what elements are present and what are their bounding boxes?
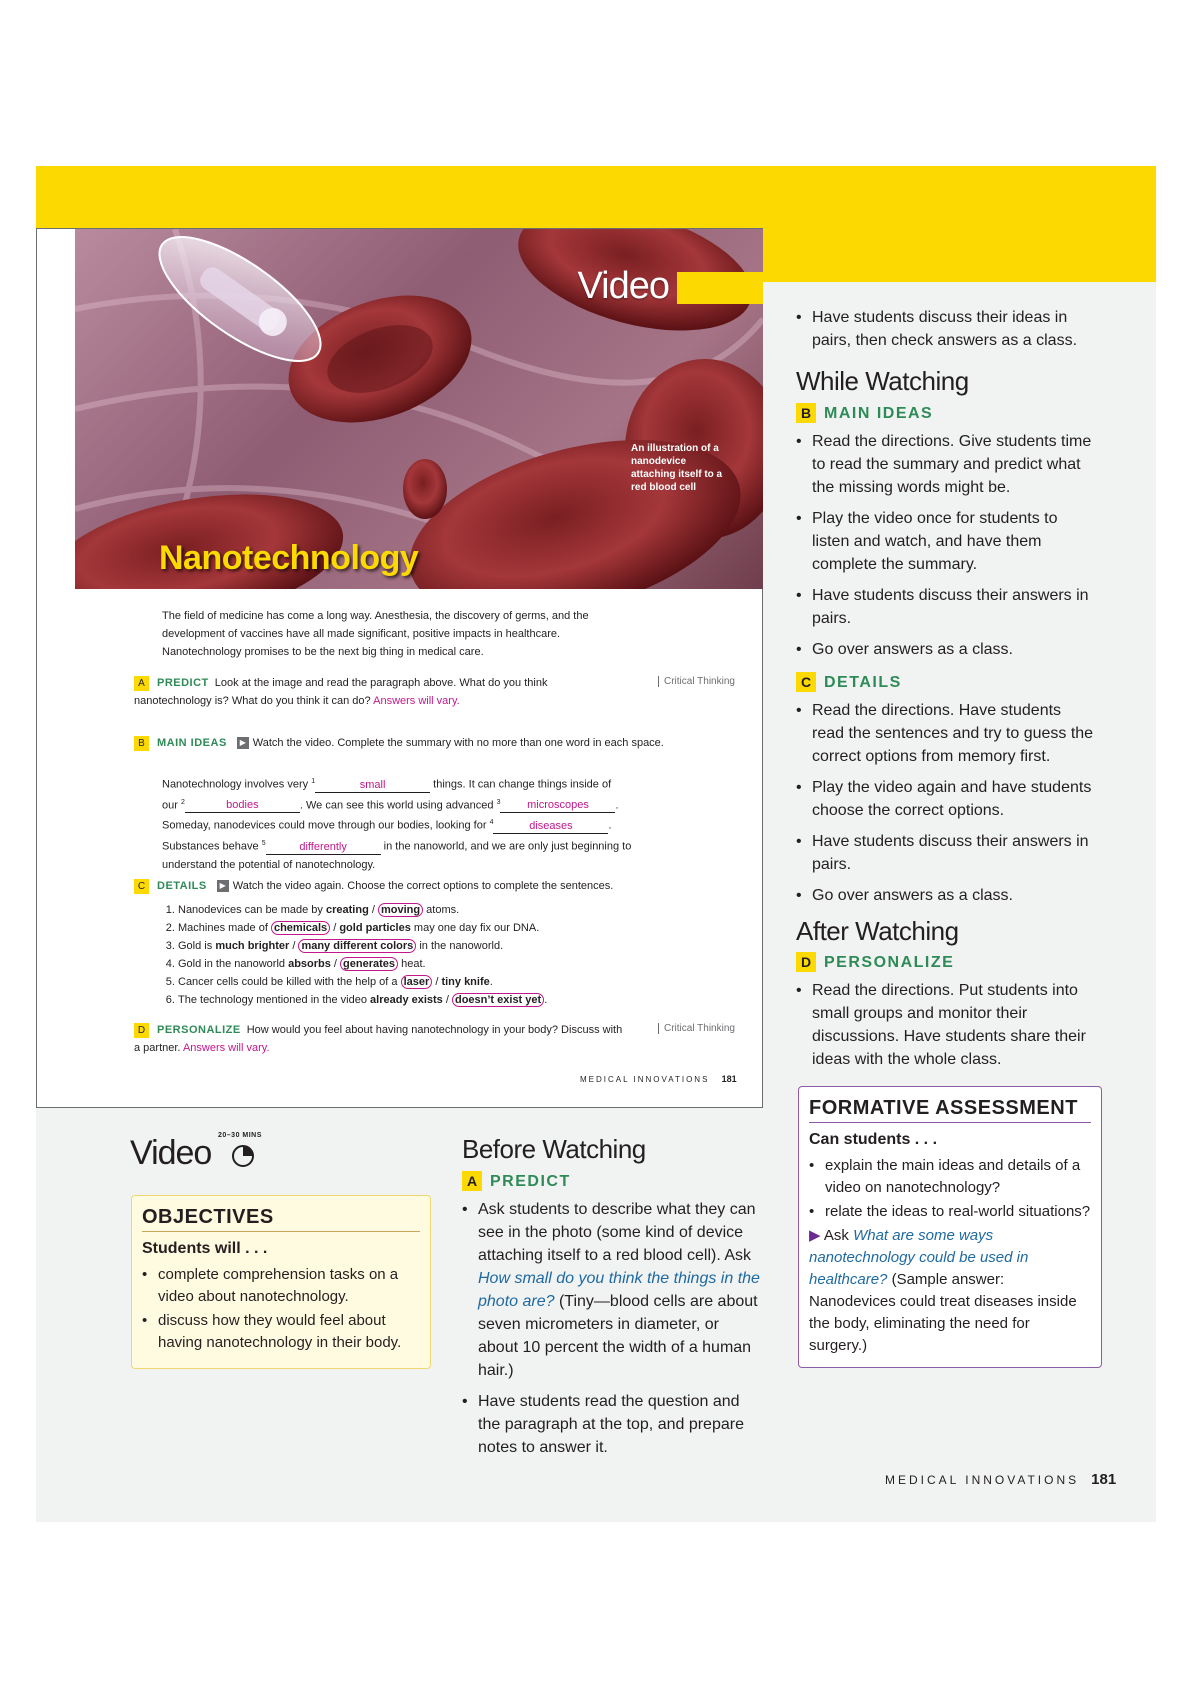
list-item: • Play the video again and have students choose the correct options. [796,776,1096,822]
list-item: 3. Gold is much brighter / many different colors in the nanoworld. [178,937,678,955]
objectives-box [131,1195,431,1369]
list-item: • Go over answers as a class. [796,884,1096,907]
list-item: 1. Nanodevices can be made by creating / moving atoms. [178,901,678,919]
list-item: 4. Gold in the nanoworld absorbs / generates heat. [178,955,678,973]
critical-thinking-tag: Critical Thinking [658,676,735,687]
box-title: FORMATIVE ASSESSMENT [809,1097,1091,1123]
exercise-letter: B [134,736,149,751]
exercise-b [134,734,674,752]
list-item: • Go over answers as a class. [796,638,1096,661]
list-item: • discuss how they would feel about having nanotechnology in their body. [142,1310,420,1354]
student-page [36,228,763,1108]
assessment-list [809,1155,1091,1223]
box-title: OBJECTIVES [142,1206,420,1232]
personalize-notes [796,979,1096,1079]
objectives-list [142,1264,420,1354]
hero-image [75,229,763,589]
answer-blank: bodies [185,799,300,813]
details-notes [796,699,1096,915]
list-item: • Ask students to describe what they can see in the photo (some kind of device attaching itself to a red blood cell). Ask How small do you think the things in the photo are? (Tiny—blood cells are about seven micrometers in diameter, or about 10 percent the width of a human hair.) [462,1198,762,1382]
play-video-icon: ▶ [237,737,249,749]
list-item: • Have students discuss their answers in pairs. [796,584,1096,630]
box-lead: Students will . . . [142,1240,268,1257]
list-item: 6. The technology mentioned in the video already exists / doesn’t exist yet . [178,991,678,1009]
after-watching-heading: After Watching [796,916,959,946]
exercise-heading: MAIN IDEAS [157,737,227,749]
main-ideas-notes [796,430,1096,669]
list-item: • Have students discuss their ideas in pairs, then check answers as a class. [796,306,1096,352]
exercise-letter: C [134,879,149,894]
exercise-heading: PERSONALIZE [157,1024,241,1036]
answer-blank: microscopes [500,799,615,813]
list-item: • explain the main ideas and details of a video on nanotechnology? [809,1155,1091,1199]
exercise-instructions: Look at the image and read the paragraph above. What do you think nanotechnology is? What do you think it can do? [134,677,548,707]
box-lead: Can students . . . [809,1131,938,1148]
list-item: • Read the directions. Have students read the sentences and try to guess the correct options from memory first. [796,699,1096,768]
exercise-instructions: How would you feel about having nanotechnology in your body? Discuss with a partner. [134,1024,623,1054]
list-item: • Have students discuss their answers in pairs. [796,830,1096,876]
video-heading: Video [130,1134,212,1172]
summary-paragraph: Nanotechnology involves very $^1$ small things. It can change things inside of our $^2$ bodies . We can see this world using advanced $^3$ microscopes . Someday, nanodevices could move through our bodies, looking for $^4$ diseases . Substances behave $^5$ differently in the nanoworld, and we are only just beginning to understand the potential of nanotechnology. [162,778,632,871]
unit-title: Nanotechnology [159,539,419,577]
image-caption: An illustration of a nanodevice attaching itself to a red blood cell [631,443,723,493]
timer-icon [222,1134,262,1175]
answer-blank: diseases [493,820,608,834]
list-item: 5. Cancer cells could be killed with the help of a laser / tiny knife. [178,973,678,991]
page-footer: MEDICAL INNOVATIONS 181 [885,1471,1117,1488]
video-label-bar [677,272,763,304]
exercise-c [134,877,674,895]
list-item: • Read the directions. Give students time to read the summary and predict what the missing words might be. [796,430,1096,499]
exercise-a [134,674,624,710]
top-note [796,306,1096,360]
video-section-label: Video [577,265,669,307]
predict-notes [462,1198,762,1467]
list-item: • Read the directions. Put students into small groups and monitor their discussions. Have students share their ideas with the whole class. [796,979,1096,1071]
formative-assessment-box [798,1086,1102,1368]
list-item: • Play the video once for students to listen and watch, and have them complete the summary. [796,507,1096,576]
critical-thinking-tag: Critical Thinking [658,1023,735,1034]
details-subheading: C DETAILS [796,672,902,692]
assessment-question: ▶ Ask What are some ways nanotechnology could be used in healthcare? (Sample answer: Nanodevices could treat diseases inside the body, eliminating the need for surgery.) [809,1227,1077,1354]
answer-blank: differently [266,841,381,855]
before-watching-heading: Before Watching [462,1134,646,1164]
list-item: • complete comprehension tasks on a video about nanotechnology. [142,1264,420,1308]
arrow-icon: ▶ [809,1227,821,1244]
personalize-subheading: D PERSONALIZE [796,952,954,972]
exercise-d [134,1021,624,1057]
main-ideas-subheading: B MAIN IDEAS [796,403,933,423]
time-label: 20–30 MINS [218,1132,262,1139]
student-page-footer: MEDICAL INNOVATIONS 181 [580,1074,737,1084]
answer-key: Answers will vary. [373,695,460,707]
list-item: 2. Machines made of chemicals / gold particles may one day fix our DNA. [178,919,678,937]
exercise-heading: DETAILS [157,880,207,892]
answer-blank: small [315,779,430,793]
exercise-letter: D [134,1023,149,1038]
exercise-letter: A [134,676,149,691]
list-item: • Have students read the question and the paragraph at the top, and prepare notes to answer it. [462,1390,762,1459]
answer-key: Answers will vary. [182,1042,270,1054]
predict-subheading: A PREDICT [462,1171,571,1191]
while-watching-heading: While Watching [796,366,969,396]
play-video-icon: ▶ [217,880,229,892]
list-item: • relate the ideas to real-world situations? [809,1201,1091,1223]
intro-paragraph: The field of medicine has come a long way. Anesthesia, the discovery of germs, and the development of vaccines have all made significant, positive impacts in healthcare. Nanotechnology promises to be the next big thing in medical care. [162,610,589,658]
details-list [162,901,678,1009]
exercise-heading: PREDICT [157,677,209,689]
exercise-instructions: Watch the video. Complete the summary with no more than one word in each space. [252,737,664,749]
exercise-instructions: Watch the video again. Choose the correct options to complete the sentences. [232,880,614,892]
